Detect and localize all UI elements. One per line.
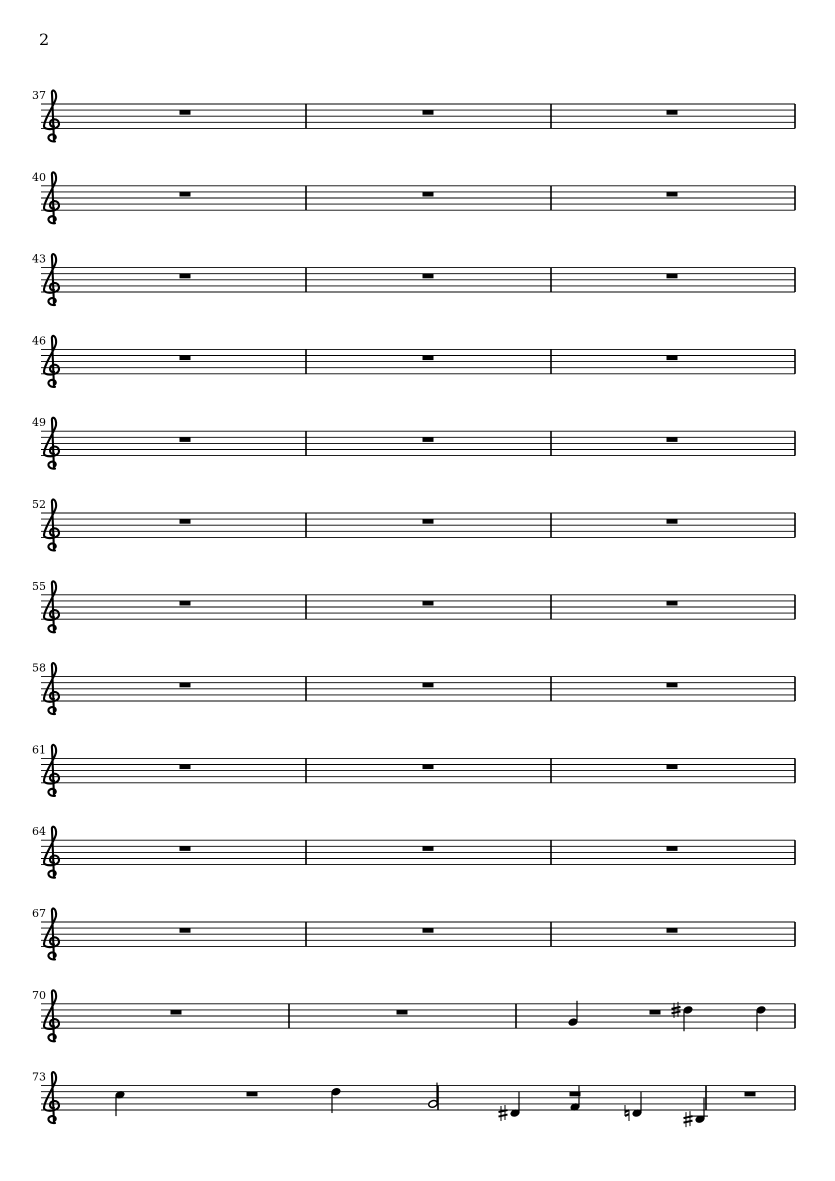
measure-number: 61 — [32, 743, 46, 757]
whole-rest — [247, 1092, 258, 1097]
whole-rest — [667, 683, 678, 688]
whole-rest — [423, 437, 434, 442]
note — [570, 1086, 580, 1112]
page-number: 2 — [39, 30, 50, 49]
staff-system — [32, 825, 795, 877]
note — [568, 1001, 578, 1027]
whole-rest — [667, 846, 678, 851]
staff-system — [32, 907, 795, 959]
whole-rest — [171, 1010, 182, 1015]
whole-rest — [423, 519, 434, 524]
whole-rest — [667, 274, 678, 279]
staff-system — [32, 253, 795, 305]
note — [625, 1092, 642, 1121]
whole-rest — [667, 192, 678, 197]
measure-number: 73 — [32, 1070, 46, 1084]
natural-icon — [625, 1105, 629, 1121]
whole-rest — [667, 765, 678, 770]
whole-rest — [745, 1092, 756, 1097]
whole-rest — [180, 683, 191, 688]
whole-rest — [570, 1092, 581, 1097]
whole-rest — [423, 765, 434, 770]
whole-rest — [650, 1010, 661, 1015]
measure-number: 58 — [32, 661, 46, 675]
whole-rest — [180, 192, 191, 197]
whole-rest — [180, 765, 191, 770]
note — [499, 1092, 521, 1121]
whole-rest — [667, 601, 678, 606]
whole-rest — [180, 928, 191, 933]
whole-rest — [423, 601, 434, 606]
measure-number: 70 — [32, 988, 46, 1002]
staff-system — [32, 171, 795, 223]
whole-rest — [397, 1010, 408, 1015]
whole-rest — [423, 356, 434, 361]
staff-system — [32, 1071, 795, 1128]
whole-rest — [180, 110, 191, 115]
whole-rest — [667, 928, 678, 933]
whole-rest — [180, 601, 191, 606]
note — [684, 1098, 709, 1127]
whole-rest — [667, 437, 678, 442]
measure-number: 40 — [32, 170, 46, 184]
whole-rest — [423, 683, 434, 688]
note — [115, 1090, 125, 1116]
whole-rest — [667, 110, 678, 115]
whole-rest — [180, 846, 191, 851]
measure-number: 67 — [32, 907, 46, 920]
measure-number: 37 — [32, 89, 46, 102]
measure-number: 46 — [32, 334, 46, 348]
measure-number: 55 — [32, 579, 46, 593]
staff-system — [32, 89, 795, 141]
sharp-icon — [684, 1111, 693, 1127]
measure-number: 64 — [32, 825, 46, 839]
note — [672, 1002, 694, 1031]
staff-system — [32, 662, 795, 714]
note — [428, 1083, 438, 1109]
measure-number: 43 — [32, 252, 46, 266]
staff-system — [32, 416, 795, 468]
whole-rest — [423, 928, 434, 933]
whole-rest — [667, 356, 678, 361]
whole-rest — [667, 519, 678, 524]
whole-rest — [180, 519, 191, 524]
staff-system — [32, 334, 795, 386]
measure-number: 52 — [32, 498, 46, 511]
whole-rest — [423, 274, 434, 279]
staff-system — [32, 743, 795, 795]
whole-rest — [423, 846, 434, 851]
sharp-icon — [499, 1105, 508, 1121]
note — [331, 1087, 341, 1113]
note — [756, 1005, 766, 1031]
whole-rest — [180, 356, 191, 361]
whole-rest — [180, 274, 191, 279]
measure-number: 49 — [32, 416, 46, 430]
whole-rest — [180, 437, 191, 442]
whole-rest — [423, 110, 434, 115]
staff-system — [32, 498, 795, 550]
staff-system — [32, 989, 795, 1041]
whole-rest — [423, 192, 434, 197]
staff-system — [32, 580, 795, 632]
